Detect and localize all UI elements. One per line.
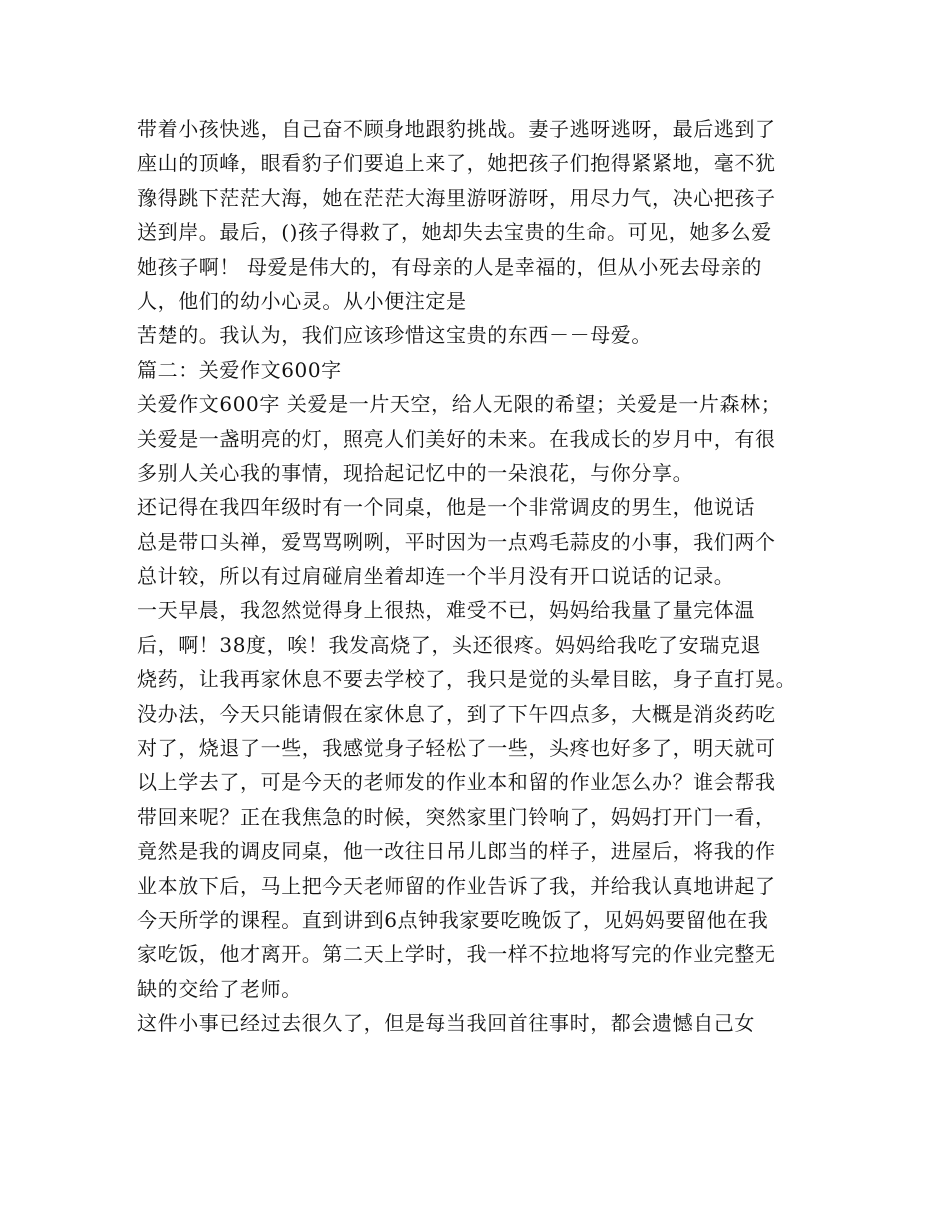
text-line: 关爱是一盏明亮的灯，照亮人们美好的未来。在我成长的岁月中，有很 <box>137 426 776 451</box>
text-line: 今天所学的课程。直到讲到6点钟我家要吃晚饭了，见妈妈要留他在我 <box>137 907 769 932</box>
text-line: 总是带口头禅，爱骂骂咧咧，平时因为一点鸡毛蒜皮的小事，我们两个 <box>137 529 776 554</box>
document-body <box>137 112 827 1041</box>
text-line: 关爱作文600字 关爱是一片天空，给人无限的希望；关爱是一片森林； <box>137 392 782 417</box>
section-heading: 篇二：关爱作文600字 <box>137 357 342 382</box>
text-line: 座山的顶峰，眼看豹子们要追上来了，她把孩子们抱得紧紧地，毫不犹 <box>137 151 776 176</box>
text-line: 还记得在我四年级时有一个同桌，他是一个非常调皮的男生，他说话 <box>137 495 755 520</box>
text-line: 人，他们的幼小心灵。从小便注定是 <box>137 288 467 313</box>
text-line: 她孩子啊！ 母爱是伟大的，有母亲的人是幸福的，但从小死去母亲的 <box>137 254 762 279</box>
text-line: 送到岸。最后，()孩子得救了，她却失去宝贵的生命。可见，她多么爱 <box>137 220 772 245</box>
text-line: 多别人关心我的事情，现拾起记忆中的一朵浪花，与你分享。 <box>137 460 694 485</box>
text-line: 对了，烧退了一些，我感觉身子轻松了一些，头疼也好多了，明天就可 <box>137 736 776 761</box>
text-line: 一天早晨，我忽然觉得身上很热，难受不已，妈妈给我量了量完体温 <box>137 598 755 623</box>
text-line: 没办法，今天只能请假在家休息了，到了下午四点多，大概是消炎药吃 <box>137 701 776 726</box>
text-line: 家吃饭，他才离开。第二天上学时，我一样不拉地将写完的作业完整无 <box>137 942 776 967</box>
text-line: 带着小孩快逃，自己奋不顾身地跟豹挑战。妻子逃呀逃呀，最后逃到了 <box>137 117 776 141</box>
text-line: 苦楚的。我认为，我们应该珍惜这宝贵的东西－－母爱。 <box>137 323 652 348</box>
text-line: 竟然是我的调皮同桌，他一改往日吊儿郎当的样子，进屋后，将我的作 <box>137 839 776 864</box>
text-line: 总计较，所以有过肩碰肩坐着却连一个半月没有开口说话的记录。 <box>137 564 735 589</box>
text-line: 缺的交给了老师。 <box>137 976 302 1001</box>
text-line: 豫得跳下茫茫大海，她在茫茫大海里游呀游呀，用尽力气，决心把孩子 <box>137 185 776 210</box>
text-line: 业本放下后，马上把今天老师留的作业告诉了我，并给我认真地讲起了 <box>137 873 776 898</box>
text-line: 后，啊！38度，唉！我发高烧了，头还很疼。妈妈给我吃了安瑞克退 <box>137 632 762 657</box>
text-line: 带回来呢？正在我焦急的时候，突然家里门铃响了，妈妈打开门一看， <box>137 804 776 829</box>
text-line: 烧药，让我再家休息不要去学校了，我只是觉的头晕目眩，身子直打晃。 <box>137 667 797 692</box>
text-line: 这件小事已经过去很久了，但是每当我回首往事时，都会遗憾自己女 <box>137 1011 755 1036</box>
text-line: 以上学去了，可是今天的老师发的作业本和留的作业怎么办？谁会帮我 <box>137 770 776 795</box>
